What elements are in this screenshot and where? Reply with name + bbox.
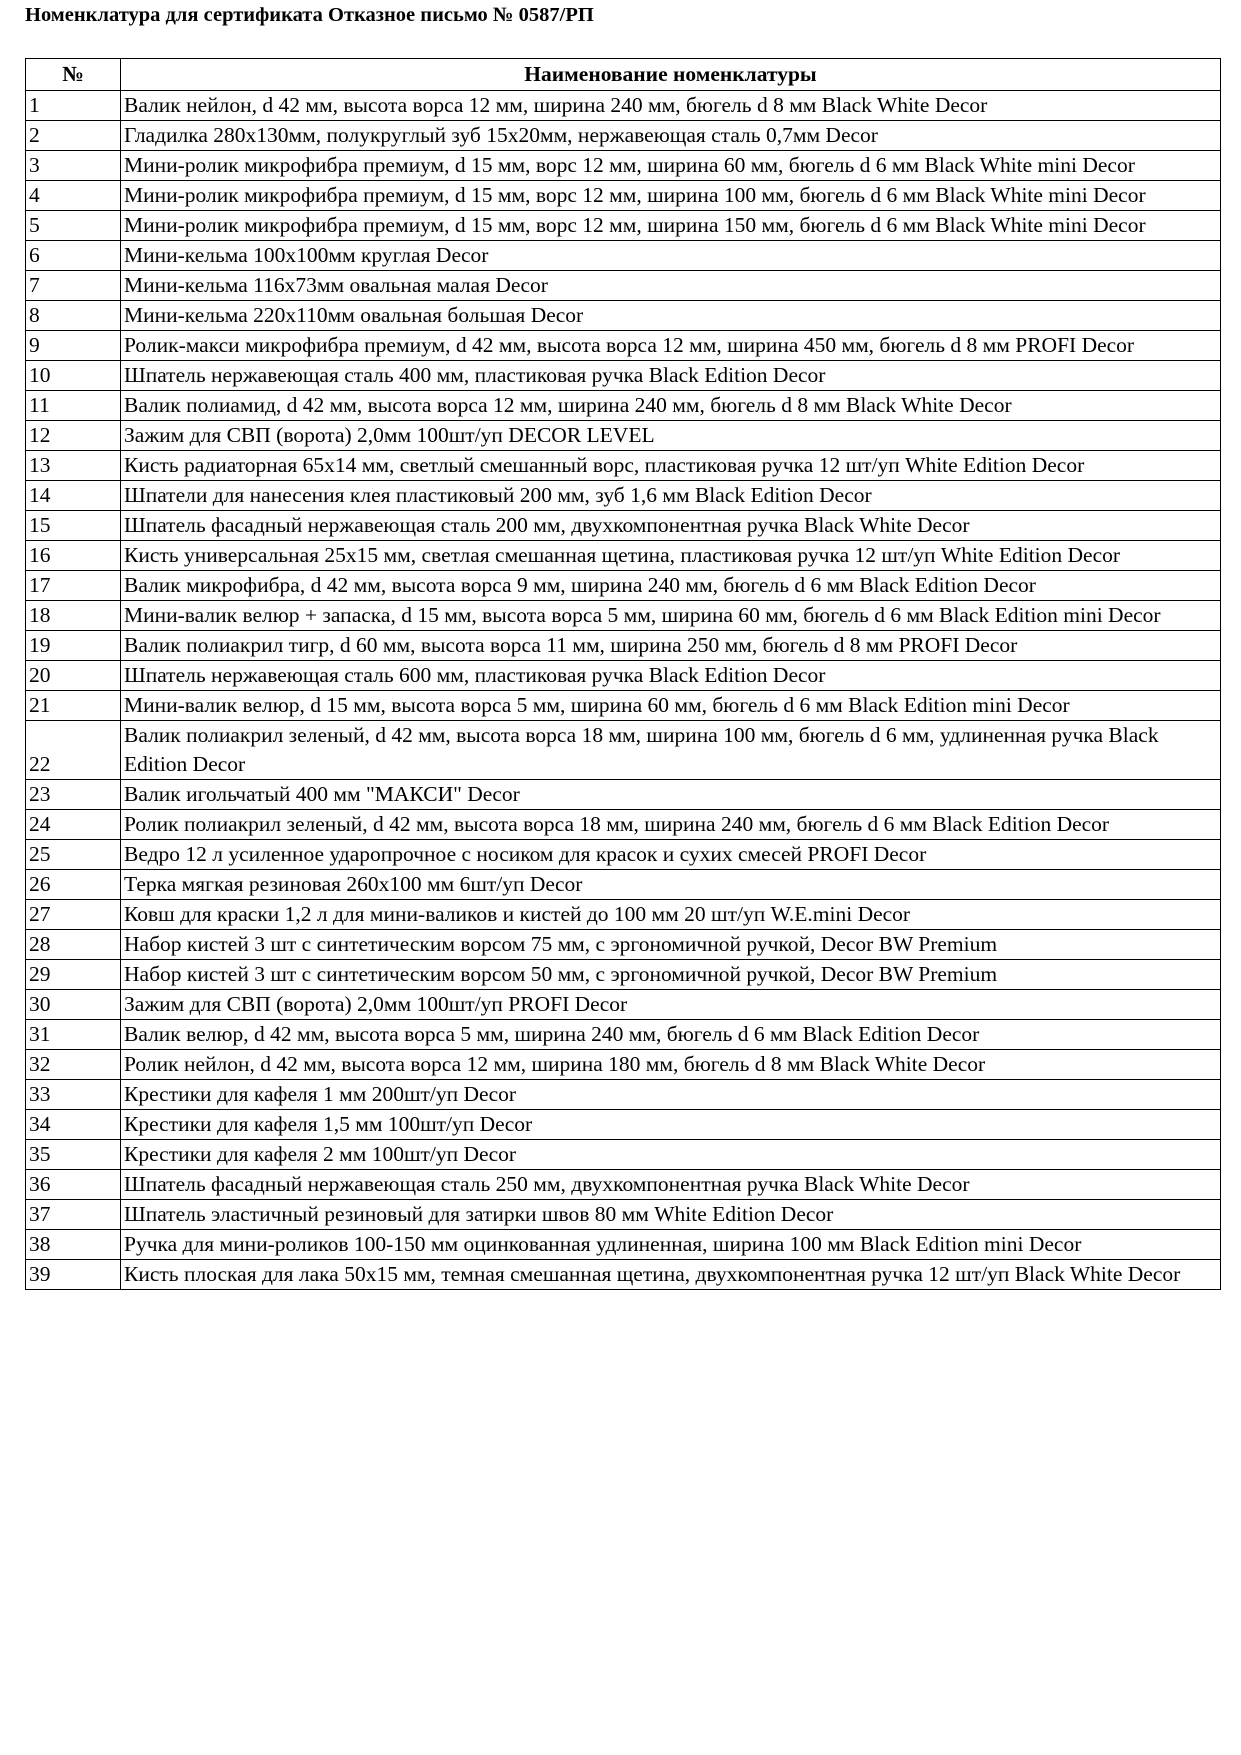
row-number: 9 — [26, 331, 121, 361]
table-row — [26, 810, 1221, 840]
row-number: 39 — [26, 1260, 121, 1290]
table-row — [26, 511, 1221, 541]
row-item-name: Набор кистей 3 шт с синтетическим ворсом 50 мм, с эргономичной ручкой, Decor BW Premium — [121, 960, 1221, 990]
table-row — [26, 870, 1221, 900]
row-number: 1 — [26, 91, 121, 121]
table-row — [26, 990, 1221, 1020]
row-item-name: Валик микрофибра, d 42 мм, высота ворса 9 мм, ширина 240 мм, бюгель d 6 мм Black Edition Decor — [121, 571, 1221, 601]
row-number: 16 — [26, 541, 121, 571]
table-row — [26, 571, 1221, 601]
row-number: 18 — [26, 601, 121, 631]
row-item-name: Мини-ролик микрофибра премиум, d 15 мм, ворс 12 мм, ширина 150 мм, бюгель d 6 мм Black White mini Decor — [121, 211, 1221, 241]
table-row — [26, 391, 1221, 421]
document-title: Номенклатура для сертификата Отказное письмо № 0587/РП — [25, 4, 594, 26]
row-item-name: Крестики для кафеля 2 мм 100шт/уп Decor — [121, 1140, 1221, 1170]
table-row — [26, 780, 1221, 810]
row-item-name: Валик полиамид, d 42 мм, высота ворса 12 мм, ширина 240 мм, бюгель d 8 мм Black White Decor — [121, 391, 1221, 421]
row-number: 38 — [26, 1230, 121, 1260]
row-number: 34 — [26, 1110, 121, 1140]
table-row — [26, 481, 1221, 511]
row-item-name: Шпатель нержавеющая сталь 400 мм, пластиковая ручка Black Edition Decor — [121, 361, 1221, 391]
row-item-name: Зажим для СВП (ворота) 2,0мм 100шт/уп PROFI Decor — [121, 990, 1221, 1020]
column-header-number: № — [26, 59, 121, 91]
row-item-name: Мини-валик велюр + запаска, d 15 мм, высота ворса 5 мм, ширина 60 мм, бюгель d 6 мм Black Edition mini Decor — [121, 601, 1221, 631]
row-item-name: Валик полиакрил тигр, d 60 мм, высота ворса 11 мм, ширина 250 мм, бюгель d 8 мм PROFI Decor — [121, 631, 1221, 661]
row-number: 17 — [26, 571, 121, 601]
row-number: 8 — [26, 301, 121, 331]
row-item-name: Зажим для СВП (ворота) 2,0мм 100шт/уп DECOR LEVEL — [121, 421, 1221, 451]
row-number: 28 — [26, 930, 121, 960]
row-item-name: Мини-ролик микрофибра премиум, d 15 мм, ворс 12 мм, ширина 60 мм, бюгель d 6 мм Black White mini Decor — [121, 151, 1221, 181]
row-item-name: Мини-кельма 220х110мм овальная большая Decor — [121, 301, 1221, 331]
row-item-name: Кисть радиаторная 65х14 мм, светлый смешанный ворс, пластиковая ручка 12 шт/уп White Edition Decor — [121, 451, 1221, 481]
table-row — [26, 1170, 1221, 1200]
row-number: 11 — [26, 391, 121, 421]
row-item-name: Мини-кельма 116х73мм овальная малая Decor — [121, 271, 1221, 301]
row-number: 6 — [26, 241, 121, 271]
row-item-name: Ковш для краски 1,2 л для мини-валиков и кистей до 100 мм 20 шт/уп W.E.mini Decor — [121, 900, 1221, 930]
row-item-name: Мини-валик велюр, d 15 мм, высота ворса 5 мм, ширина 60 мм, бюгель d 6 мм Black Edition mini Decor — [121, 691, 1221, 721]
column-header-name: Наименование номенклатуры — [121, 59, 1221, 91]
row-number: 32 — [26, 1050, 121, 1080]
row-item-name: Ручка для мини-роликов 100-150 мм оцинкованная удлиненная, ширина 100 мм Black Edition mini Decor — [121, 1230, 1221, 1260]
row-number: 19 — [26, 631, 121, 661]
table-row — [26, 1110, 1221, 1140]
table-row — [26, 121, 1221, 151]
row-item-name: Гладилка 280х130мм, полукруглый зуб 15х20мм, нержавеющая сталь 0,7мм Decor — [121, 121, 1221, 151]
table-row — [26, 691, 1221, 721]
table-row — [26, 960, 1221, 990]
row-number: 31 — [26, 1020, 121, 1050]
table-row — [26, 1020, 1221, 1050]
row-item-name: Кисть плоская для лака 50х15 мм, темная смешанная щетина, двухкомпонентная ручка 12 шт/уп Black White Decor — [121, 1260, 1221, 1290]
row-item-name: Ролик нейлон, d 42 мм, высота ворса 12 мм, ширина 180 мм, бюгель d 8 мм Black White Decor — [121, 1050, 1221, 1080]
row-number: 23 — [26, 780, 121, 810]
row-item-name: Ведро 12 л усиленное ударопрочное с носиком для красок и сухих смесей PROFI Decor — [121, 840, 1221, 870]
row-number: 21 — [26, 691, 121, 721]
table-row — [26, 1260, 1221, 1290]
table-row — [26, 151, 1221, 181]
table-row — [26, 181, 1221, 211]
table-row — [26, 1050, 1221, 1080]
table-row — [26, 241, 1221, 271]
table-row — [26, 271, 1221, 301]
table-row — [26, 91, 1221, 121]
row-number: 7 — [26, 271, 121, 301]
row-number: 3 — [26, 151, 121, 181]
table-row — [26, 361, 1221, 391]
row-item-name: Ролик полиакрил зеленый, d 42 мм, высота ворса 18 мм, ширина 240 мм, бюгель d 6 мм Black Edition Decor — [121, 810, 1221, 840]
table-row — [26, 1080, 1221, 1110]
table-row — [26, 541, 1221, 571]
row-item-name: Кисть универсальная 25х15 мм, светлая смешанная щетина, пластиковая ручка 12 шт/уп White Edition Decor — [121, 541, 1221, 571]
row-number: 36 — [26, 1170, 121, 1200]
table-row — [26, 1230, 1221, 1260]
row-item-name: Набор кистей 3 шт с синтетическим ворсом 75 мм, с эргономичной ручкой, Decor BW Premium — [121, 930, 1221, 960]
row-item-name: Валик нейлон, d 42 мм, высота ворса 12 мм, ширина 240 мм, бюгель d 8 мм Black White Decor — [121, 91, 1221, 121]
row-number: 26 — [26, 870, 121, 900]
table-row — [26, 1200, 1221, 1230]
row-item-name: Мини-кельма 100х100мм круглая Decor — [121, 241, 1221, 271]
row-number: 29 — [26, 960, 121, 990]
table-body — [26, 91, 1221, 1290]
table-row — [26, 900, 1221, 930]
row-number: 12 — [26, 421, 121, 451]
row-item-name: Шпатель нержавеющая сталь 600 мм, пластиковая ручка Black Edition Decor — [121, 661, 1221, 691]
row-number: 27 — [26, 900, 121, 930]
row-number: 14 — [26, 481, 121, 511]
row-number: 25 — [26, 840, 121, 870]
row-number: 13 — [26, 451, 121, 481]
table-row — [26, 721, 1221, 780]
row-item-name: Валик игольчатый 400 мм "МАКСИ" Decor — [121, 780, 1221, 810]
row-number: 33 — [26, 1080, 121, 1110]
row-item-name: Мини-ролик микрофибра премиум, d 15 мм, ворс 12 мм, ширина 100 мм, бюгель d 6 мм Black White mini Decor — [121, 181, 1221, 211]
table-row — [26, 1140, 1221, 1170]
row-item-name: Ролик-макси микрофибра премиум, d 42 мм, высота ворса 12 мм, ширина 450 мм, бюгель d 8 мм PROFI Decor — [121, 331, 1221, 361]
row-number: 5 — [26, 211, 121, 241]
row-number: 30 — [26, 990, 121, 1020]
row-item-name: Шпатель фасадный нержавеющая сталь 200 мм, двухкомпонентная ручка Black White Decor — [121, 511, 1221, 541]
table-row — [26, 211, 1221, 241]
row-number: 4 — [26, 181, 121, 211]
row-number: 35 — [26, 1140, 121, 1170]
row-number: 22 — [26, 721, 121, 780]
table-row — [26, 331, 1221, 361]
table-row — [26, 930, 1221, 960]
row-number: 10 — [26, 361, 121, 391]
row-number: 24 — [26, 810, 121, 840]
row-item-name: Крестики для кафеля 1,5 мм 100шт/уп Decor — [121, 1110, 1221, 1140]
table-row — [26, 631, 1221, 661]
row-item-name: Шпатели для нанесения клея пластиковый 200 мм, зуб 1,6 мм Black Edition Decor — [121, 481, 1221, 511]
row-number: 37 — [26, 1200, 121, 1230]
table-row — [26, 840, 1221, 870]
row-number: 2 — [26, 121, 121, 151]
table-row — [26, 601, 1221, 631]
table-row — [26, 421, 1221, 451]
row-number: 15 — [26, 511, 121, 541]
row-item-name: Шпатель эластичный резиновый для затирки швов 80 мм White Edition Decor — [121, 1200, 1221, 1230]
row-item-name: Терка мягкая резиновая 260х100 мм 6шт/уп Decor — [121, 870, 1221, 900]
table-header-row — [26, 59, 1221, 91]
nomenclature-table — [25, 58, 1221, 1290]
row-item-name: Валик велюр, d 42 мм, высота ворса 5 мм, ширина 240 мм, бюгель d 6 мм Black Edition Decor — [121, 1020, 1221, 1050]
table-row — [26, 661, 1221, 691]
row-number: 20 — [26, 661, 121, 691]
table-row — [26, 301, 1221, 331]
row-item-name: Валик полиакрил зеленый, d 42 мм, высота ворса 18 мм, ширина 100 мм, бюгель d 6 мм, удлиненная ручка Black Edition Decor — [121, 721, 1221, 780]
table-row — [26, 451, 1221, 481]
row-item-name: Шпатель фасадный нержавеющая сталь 250 мм, двухкомпонентная ручка Black White Decor — [121, 1170, 1221, 1200]
row-item-name: Крестики для кафеля 1 мм 200шт/уп Decor — [121, 1080, 1221, 1110]
